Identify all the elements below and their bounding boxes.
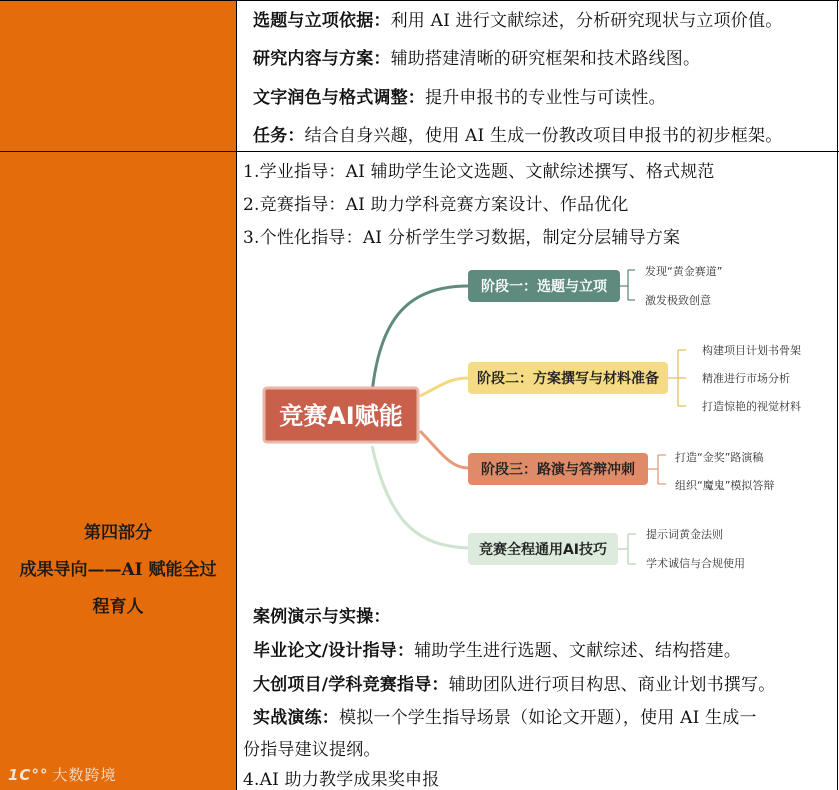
mindmap-diagram — [250, 256, 830, 586]
mindmap-branch-4 — [468, 527, 745, 570]
mindmap-center-label: 竞赛AI赋能 — [279, 402, 403, 430]
mindmap-branch-3 — [468, 450, 774, 492]
branch-2-leaf-2: 精准进行市场分析 — [702, 372, 790, 385]
section-title-line-3: 程育人 — [92, 597, 144, 617]
branch-1-leaf-1: 发现“黄金赛道” — [645, 265, 723, 278]
branch-1-label: 阶段一：选题与立项 — [481, 279, 607, 295]
row-divider — [0, 151, 839, 152]
branch-4-leaf-1: 提示词黄金法则 — [646, 528, 723, 541]
numbered-item-2: 2.竞赛指导：AI 助力学科竞赛方案设计、作品优化 — [243, 195, 629, 215]
case-item-2: 大创项目/学科竞赛指导：辅助团队进行项目构思、商业计划书撰写。 — [253, 675, 776, 695]
branch-4-label: 竞赛全程通用AI技巧 — [478, 542, 608, 558]
numbered-item-4: 4.AI 助力教学成果奖申报 — [243, 770, 440, 790]
watermark — [8, 764, 116, 785]
left-column — [0, 0, 237, 790]
top-item-3: 文字润色与格式调整：提升申报书的专业性与可读性。 — [253, 88, 666, 108]
numbered-item-3: 3.个性化指导：AI 分析学生学习数据，制定分层辅导方案 — [243, 228, 681, 248]
case-item-3: 实战演练：模拟一个学生指导场景（如论文开题），使用 AI 生成一 — [253, 708, 757, 728]
top-item-2: 研究内容与方案：辅助搭建清晰的研究框架和技术路线图。 — [253, 49, 701, 69]
mindmap-branch-1 — [468, 264, 722, 307]
mindmap-branch-2 — [468, 343, 801, 413]
branch-connector-1 — [372, 286, 468, 393]
branch-2-label: 阶段二：方案撰写与材料准备 — [477, 371, 659, 387]
branch-1-leaf-2: 激发极致创意 — [645, 294, 711, 307]
branch-connector-3 — [420, 431, 468, 468]
branch-3-leaf-2: 组织“魔鬼”模拟答辩 — [675, 479, 775, 492]
branch-4-leaf-2: 学术诚信与合规使用 — [646, 557, 745, 570]
table-border-top — [0, 0, 839, 1]
numbered-item-1: 1.学业指导：AI 辅助学生论文选题、文献综述撰写、格式规范 — [243, 162, 715, 182]
case-item-1: 毕业论文/设计指导：辅助学生进行选题、文献综述、结构搭建。 — [253, 641, 742, 661]
section-title-line-2: 成果导向——AI 赋能全过 — [19, 560, 217, 580]
case-heading: 案例演示与实操： — [253, 607, 391, 627]
watermark-logo: 1C°° — [8, 766, 49, 784]
mindmap-center-node — [264, 388, 418, 442]
branch-connector-2 — [420, 378, 468, 396]
branch-3-leaf-1: 打造“金奖”路演稿 — [675, 451, 764, 464]
case-item-3-continuation: 份指导建议提纲。 — [243, 740, 381, 760]
section-title-line-1: 第四部分 — [84, 523, 152, 543]
branch-connector-4 — [372, 446, 468, 548]
branch-3-label: 阶段三：路演与答辩冲刺 — [481, 462, 635, 478]
branch-2-leaf-1: 构建项目计划书骨架 — [702, 344, 801, 357]
watermark-text: 大数跨境 — [52, 766, 117, 784]
top-item-1: 选题与立项依据：利用 AI 进行文献综述，分析研究现状与立项价值。 — [253, 11, 783, 31]
top-item-4: 任务：结合自身兴趣，使用 AI 生成一份教改项目申报书的初步框架。 — [253, 126, 783, 146]
branch-2-leaf-3: 打造惊艳的视觉材料 — [702, 400, 801, 413]
